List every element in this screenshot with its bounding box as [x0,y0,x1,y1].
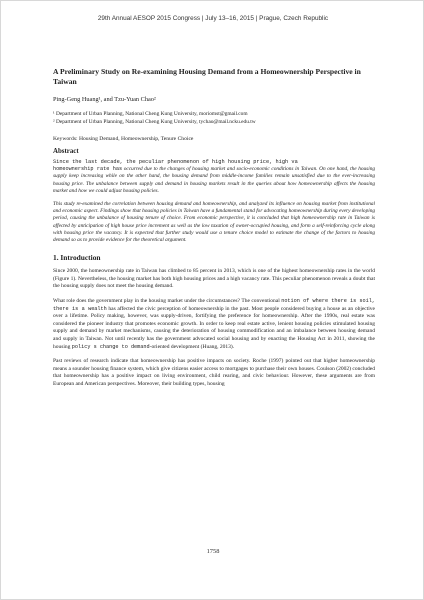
abstract-mono-fragment: homeownership rate has [53,166,123,173]
authors: Ping-Geng Huang¹, and Tzu-Yuan Chao² [53,96,156,103]
keywords: Keywords: Housing Demand, Homeownership, Tenure Choice [53,136,194,142]
abstract-p1-text: occurred due to the changes of housing market and socio-economic conditions in Taiwan. On one hand, the housing supply keep increasing while on the other hand, the housing demand from middle-income families remain unsatisfied due to the ever-increasing housing price. The unbalance between supply and demand in housing markets result in the queries about how homeownership affects the housing market and how we could adjust housing policies. [53,166,375,194]
abstract-mono-line: Since the last decade, the peculiar phenomenon of high housing price, high va [53,159,298,165]
paper-content [53,67,375,396]
intro-paragraph-3: Past reviews of research indicate that homeownership has positive impacts on society. Roche (1997) pointed out that higher homeownership means a sounder housing finance system, which give citizens easier access to mortgages to purchase their own houses. Coulson (2002) concluded that homeownership has a positive impact on living environment, child rearing, and civic behaviour. However, these arguments are from European and American perspectives. Moreover, their building types, housing [53,358,375,387]
running-head: 29th Annual AESOP 2015 Congress | July 13–16, 2015 | Prague, Czech Republic [97,15,329,22]
affiliation-1: ¹ Department of Urban Planning, National Cheng Kung University, moriomst@gmail.com [53,111,248,117]
page-number: 1758 [206,548,220,555]
intro-paragraph-1: Since 2000, the homeownership rate in Taiwan has climbed to 85 percent in 2013, which is one of the highest homeownership rates in the world (Figure 1). Nevertheless, the housing market has both high housing prices and a high vacancy rate. This peculiar phenomenon reveals a doubt that the housing supply does not meet the housing demand. [53,268,375,290]
intro-p2-text-b: has affected the civic perception of homeownership in the past. Most people considered buying a house as an objective over a lifetime. Policy making, however, was supply-driven, fortifying the preference for homeownership. After the 1990s, real estate was considered the pioneer industry that promotes economic growth. In order to keep real estate active, lenient housing policies stimulated housing supply and demand by market mechanisms, causing the deterioration of housing commodification and an imbalance between housing demand and supply in Taiwan. Not until recently has the government advocated social housing and by enacting the Housing Act in 2011, showing the housing [53,305,375,350]
intro-p2-mono-2: policy s change to demand [71,343,150,350]
abstract-paragraph-2: This study re-examined the correlation between housing demand and homeownership, and analyzed its influence on housing market from institutional and economic aspect. Findings show that housing policies in Taiwan have a fundamental stand for advocating homeownership during every developing period, causing the unbalance of housing tenure of choice. From economic perspective, it is concluded that high homeownership rate in Taiwan is affected by anticipation of high house price increment as well as the low taxation of owner-occupied housing, and form a self-reinforcing cycle along with housing price the vacancy. It is expected that further study would use a tenure choice model to estimate the change of the factors to housing demand so as to provide evidence for the theoretical argument. [53,201,375,244]
abstract-heading: Abstract [53,148,79,155]
introduction-heading: 1. Introduction [53,253,101,263]
intro-p2-mono-1: notion of where there is soil, there is a wealth [53,298,375,312]
affiliation-2: ² Department of Urban Planning, National Cheng Kung University, tychao@mail.ncku.edu.tw [53,118,256,125]
abstract-paragraph-1 [53,159,375,195]
intro-p2-text-c: -oriented development (Huang, 2013). [149,343,235,350]
paper-title: A Preliminary Study on Re-examining Housing Demand from a Homeownership Perspective in Taiwan [53,67,361,86]
intro-paragraph-2 [53,298,375,351]
intro-p2-text-a: What role does the government play in the housing market under the circumstances? The conventional [53,298,282,305]
